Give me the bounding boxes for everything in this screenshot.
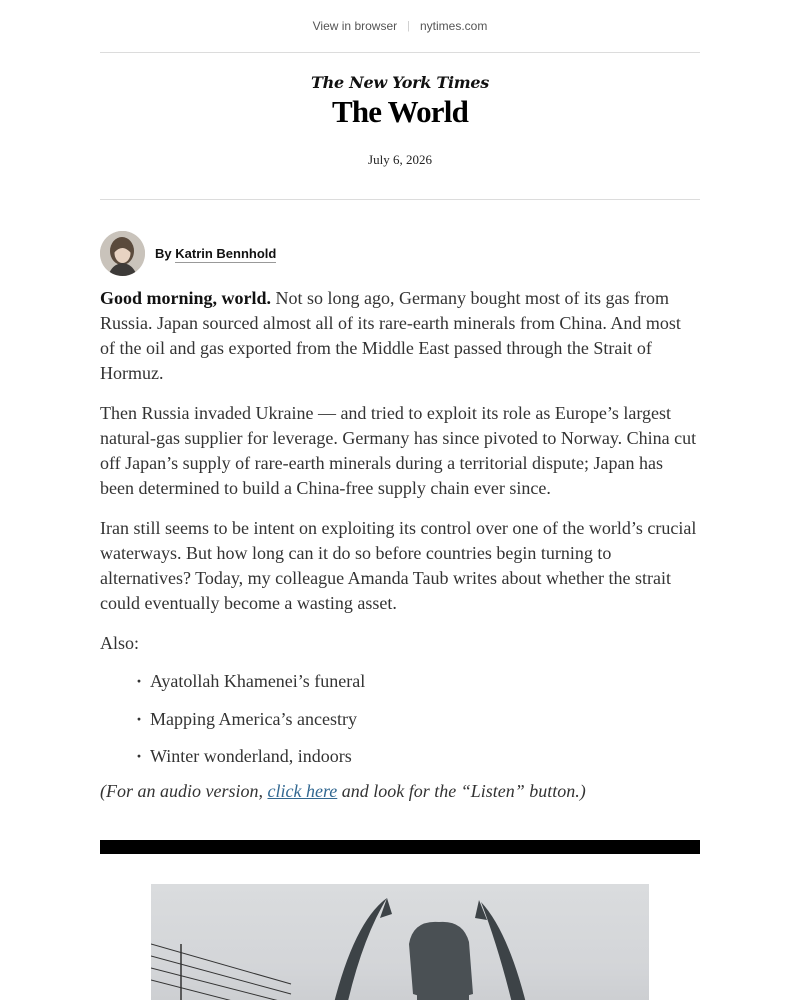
nyt-logo[interactable]: The New York Times <box>311 73 489 92</box>
audio-note-suffix: and look for the “Listen” button.) <box>337 781 586 801</box>
newsletter-title: The World <box>331 94 469 129</box>
also-label: Also: <box>100 633 140 653</box>
article-body <box>100 286 700 804</box>
issue-date: July 6, 2026 <box>368 152 432 167</box>
list-item: · Winter wonderland, indoors <box>136 744 700 769</box>
list-item: · Ayatollah Khamenei’s funeral <box>136 669 700 694</box>
audio-click-here-link[interactable]: click here <box>267 781 338 801</box>
also-list <box>100 669 700 769</box>
lead-photo[interactable] <box>151 884 649 1000</box>
list-item: · Mapping America’s ancestry <box>136 707 700 732</box>
byline <box>100 200 700 286</box>
paragraph-text: Not so long ago, Germany bought most of its gas from Russia. Japan sourced almost all of its rare-earth minerals from China. And most of the oil and gas exported from the Middle East passed through the Strait of Hormuz. <box>100 288 681 383</box>
masthead <box>100 53 700 199</box>
section-bar <box>100 840 700 854</box>
nytimes-link[interactable]: nytimes.com <box>419 19 488 33</box>
paragraph: Iran still seems to be intent on exploiting its control over one of the world’s crucial waterways. But how long can it do so before countries begin turning to alternatives? Today, my colleague Amanda Taub writes about whether the strait could eventually become a wasting asset. <box>100 518 697 613</box>
view-in-browser-link[interactable]: View in browser <box>312 19 398 33</box>
paragraph <box>100 286 700 386</box>
author-avatar <box>100 231 145 276</box>
lead-greeting: Good morning, world. <box>100 288 272 308</box>
preheader-bar <box>0 0 800 52</box>
byline-prefix: By <box>155 245 172 261</box>
paragraph: Then Russia invaded Ukraine — and tried to exploit its role as Europe’s largest natural-gas supplier for leverage. Germany has since pivoted to Norway. China cut off Japan’s supply of rare-earth minerals during a territorial dispute; Japan has been determined to build a China-free supply chain ever since. <box>100 403 697 498</box>
audio-note-prefix: (For an audio version, <box>100 781 268 801</box>
byline-text <box>155 246 276 261</box>
separator: | <box>407 20 410 32</box>
author-link[interactable]: Katrin Bennhold <box>175 245 277 261</box>
audio-note <box>100 779 700 804</box>
